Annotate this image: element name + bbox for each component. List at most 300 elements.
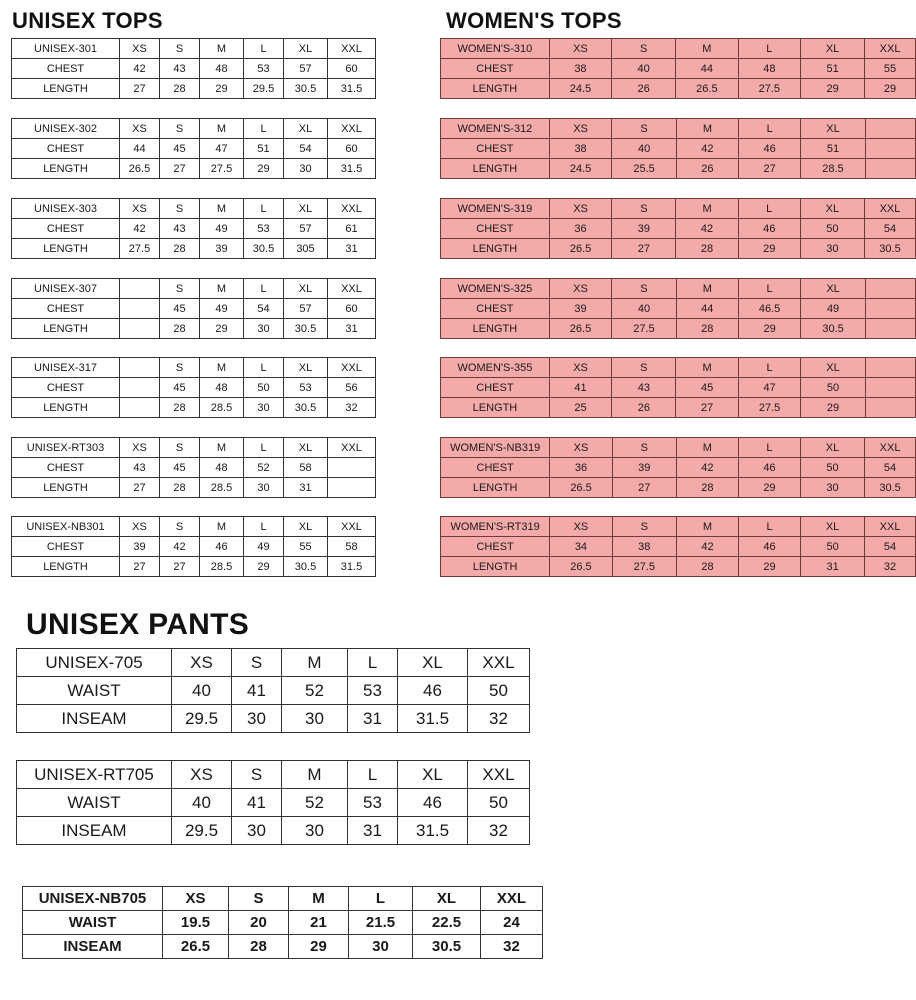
measurement-value-cell: 26.5 (550, 557, 612, 577)
measurement-value-cell: 42 (676, 537, 738, 557)
measurement-label-cell: WAIST (23, 911, 163, 935)
size-label-cell: M (289, 887, 349, 911)
style-code-cell: WOMEN'S-310 (441, 39, 550, 59)
size-label-cell: M (200, 199, 244, 219)
measurement-value-cell: 26 (612, 398, 676, 418)
measurement-value-cell: 29 (865, 79, 916, 99)
measurement-value-cell: 40 (172, 677, 232, 705)
measurement-value-cell: 27.5 (200, 159, 244, 179)
unisex-top-table (11, 38, 376, 99)
size-label-cell: XS (120, 199, 160, 219)
measurement-value-cell: 60 (328, 59, 376, 79)
style-code-cell: UNISEX-307 (12, 279, 120, 299)
measurement-value-cell: 27 (160, 159, 200, 179)
measurement-value-cell: 28 (160, 398, 200, 418)
measurement-value-cell (865, 159, 915, 179)
size-label-cell: S (160, 279, 200, 299)
measurement-row (17, 705, 530, 733)
measurement-value-cell: 47 (738, 378, 801, 398)
size-label-cell: S (160, 119, 200, 139)
measurement-row (12, 139, 376, 159)
measurement-value-cell: 43 (612, 378, 676, 398)
size-label-cell: XXL (468, 649, 530, 677)
measurement-row (12, 319, 376, 339)
size-label-cell: L (244, 279, 284, 299)
measurement-label-cell: CHEST (441, 59, 550, 79)
measurement-value-cell: 19.5 (163, 911, 229, 935)
size-header-row (12, 199, 376, 219)
size-label-cell: XL (284, 39, 328, 59)
measurement-label-cell: LENGTH (441, 319, 550, 339)
measurement-row (441, 159, 916, 179)
measurement-value-cell: 50 (801, 378, 865, 398)
measurement-value-cell: 41 (232, 789, 282, 817)
size-label-cell: XL (284, 119, 328, 139)
size-label-cell: M (200, 279, 244, 299)
size-label-cell: S (612, 199, 676, 219)
measurement-value-cell: 22.5 (413, 911, 481, 935)
size-header-row (12, 438, 376, 458)
measurement-value-cell: 30.5 (244, 239, 284, 259)
measurement-label-cell: CHEST (12, 139, 120, 159)
measurement-row (12, 59, 376, 79)
measurement-value-cell: 29 (289, 935, 349, 959)
measurement-value-cell: 27.5 (120, 239, 160, 259)
measurement-value-cell: 49 (200, 219, 244, 239)
measurement-value-cell: 30.5 (801, 319, 865, 339)
measurement-value-cell: 27 (612, 239, 676, 259)
size-label-cell: M (282, 761, 348, 789)
measurement-row (441, 378, 916, 398)
measurement-value-cell: 30 (282, 817, 348, 845)
size-label-cell: L (348, 649, 398, 677)
size-label-cell: M (676, 517, 738, 537)
measurement-row (12, 159, 376, 179)
measurement-row (23, 911, 543, 935)
measurement-label-cell: WAIST (17, 677, 172, 705)
measurement-value-cell: 56 (328, 378, 376, 398)
measurement-value-cell: 57 (284, 219, 328, 239)
size-label-cell: M (200, 39, 244, 59)
measurement-value-cell: 24.5 (549, 159, 612, 179)
size-label-cell: XXL (865, 517, 916, 537)
measurement-value-cell: 25 (549, 398, 611, 418)
size-label-cell: XS (172, 649, 232, 677)
measurement-label-cell: LENGTH (441, 398, 550, 418)
measurement-label-cell: LENGTH (441, 239, 550, 259)
measurement-label-cell: LENGTH (441, 159, 550, 179)
measurement-label-cell: LENGTH (12, 159, 120, 179)
size-label-cell: L (738, 39, 800, 59)
size-label-cell: XL (284, 517, 328, 537)
measurement-value-cell: 26.5 (676, 79, 738, 99)
measurement-value-cell (120, 398, 160, 418)
measurement-row (441, 319, 916, 339)
unisex-tops-heading: UNISEX TOPS (12, 8, 163, 33)
size-label-cell: XXL (328, 119, 376, 139)
measurement-value-cell: 52 (282, 789, 348, 817)
size-label-cell: L (738, 358, 801, 378)
measurement-value-cell: 30.5 (865, 239, 916, 259)
womens-top-table (440, 278, 916, 339)
size-label-cell: XS (120, 438, 160, 458)
measurement-value-cell: 41 (232, 677, 282, 705)
size-label-cell: M (676, 199, 738, 219)
measurement-row (441, 139, 916, 159)
measurement-value-cell: 28 (229, 935, 289, 959)
size-label-cell: XL (800, 199, 864, 219)
measurement-value-cell: 39 (120, 537, 160, 557)
size-label-cell: XXL (328, 517, 376, 537)
size-label-cell: XL (284, 199, 328, 219)
size-label-cell: XS (549, 39, 611, 59)
womens-tops-heading: WOMEN'S TOPS (446, 8, 622, 33)
measurement-value-cell: 54 (284, 139, 328, 159)
measurement-row (441, 59, 916, 79)
size-label-cell: S (612, 279, 676, 299)
measurement-label-cell: CHEST (12, 378, 120, 398)
style-code-cell: UNISEX-301 (12, 39, 120, 59)
size-label-cell: XL (801, 279, 865, 299)
measurement-value-cell: 40 (612, 59, 676, 79)
measurement-value-cell: 31.5 (398, 817, 468, 845)
size-label-cell: L (349, 887, 413, 911)
measurement-value-cell: 28 (676, 319, 738, 339)
size-header-row (17, 761, 530, 789)
measurement-value-cell (865, 378, 915, 398)
measurement-value-cell: 29 (738, 478, 800, 498)
size-label-cell: L (244, 199, 284, 219)
size-label-cell: L (244, 119, 284, 139)
measurement-value-cell: 28 (160, 79, 200, 99)
size-label-cell: M (200, 517, 244, 537)
measurement-value-cell: 29.5 (244, 79, 284, 99)
womens-top-table (440, 118, 916, 179)
measurement-value-cell: 53 (348, 789, 398, 817)
measurement-value-cell: 54 (865, 537, 916, 557)
measurement-value-cell: 30 (284, 159, 328, 179)
unisex-top-table (11, 278, 376, 339)
measurement-value-cell: 31 (801, 557, 865, 577)
measurement-value-cell: 57 (284, 59, 328, 79)
measurement-row (441, 219, 916, 239)
size-label-cell: S (612, 517, 676, 537)
measurement-value-cell: 27 (739, 159, 801, 179)
measurement-value-cell: 41 (549, 378, 611, 398)
measurement-label-cell: CHEST (12, 537, 120, 557)
measurement-value-cell: 32 (328, 398, 376, 418)
measurement-value-cell: 27 (676, 398, 738, 418)
measurement-value-cell: 45 (160, 458, 200, 478)
measurement-value-cell: 57 (284, 299, 328, 319)
measurement-value-cell: 24.5 (549, 79, 611, 99)
measurement-value-cell: 20 (229, 911, 289, 935)
measurement-value-cell: 45 (160, 139, 200, 159)
size-label-cell: M (676, 438, 738, 458)
measurement-value-cell: 50 (800, 219, 864, 239)
measurement-label-cell: LENGTH (12, 557, 120, 577)
measurement-value-cell: 26.5 (550, 478, 612, 498)
measurement-value-cell: 27 (120, 557, 160, 577)
measurement-value-cell: 40 (172, 789, 232, 817)
measurement-value-cell: 42 (120, 219, 160, 239)
measurement-value-cell: 31 (284, 478, 328, 498)
size-label-cell: S (612, 39, 676, 59)
size-label-cell: XXL (328, 39, 376, 59)
measurement-label-cell: CHEST (12, 219, 120, 239)
size-label-cell: XXL (328, 199, 376, 219)
measurement-value-cell: 29.5 (172, 705, 232, 733)
measurement-value-cell (120, 319, 160, 339)
measurement-value-cell: 31 (328, 319, 376, 339)
size-label-cell: XL (801, 438, 865, 458)
measurement-value-cell: 46.5 (738, 299, 801, 319)
measurement-value-cell: 39 (612, 219, 676, 239)
womens-top-table (440, 357, 916, 418)
measurement-value-cell: 31.5 (328, 159, 376, 179)
measurement-value-cell: 55 (284, 537, 328, 557)
size-label-cell: XL (284, 438, 328, 458)
size-label-cell: S (229, 887, 289, 911)
womens-top-table (440, 516, 916, 577)
measurement-label-cell: LENGTH (12, 239, 120, 259)
measurement-value-cell: 60 (328, 139, 376, 159)
size-label-cell: XXL (481, 887, 543, 911)
measurement-value-cell: 30 (282, 705, 348, 733)
measurement-value-cell: 53 (348, 677, 398, 705)
measurement-value-cell: 30 (800, 239, 864, 259)
unisex-top-table (11, 437, 376, 498)
size-label-cell: XS (549, 199, 612, 219)
measurement-value-cell: 53 (284, 378, 328, 398)
size-label-cell (865, 119, 915, 139)
measurement-label-cell: WAIST (17, 789, 172, 817)
size-label-cell: XS (163, 887, 229, 911)
measurement-value-cell: 26.5 (163, 935, 229, 959)
measurement-row (17, 817, 530, 845)
size-label-cell (120, 279, 160, 299)
measurement-value-cell: 30 (244, 319, 284, 339)
measurement-value-cell: 28 (160, 239, 200, 259)
measurement-value-cell: 27 (612, 478, 676, 498)
measurement-value-cell: 44 (676, 299, 738, 319)
size-label-cell: XL (413, 887, 481, 911)
measurement-row (441, 478, 916, 498)
size-header-row (441, 358, 916, 378)
size-header-row (12, 39, 376, 59)
unisex-top-table (11, 198, 376, 259)
measurement-value-cell: 48 (738, 59, 800, 79)
size-label-cell: L (739, 517, 801, 537)
measurement-value-cell: 28 (676, 478, 738, 498)
style-code-cell: WOMEN'S-355 (441, 358, 550, 378)
size-label-cell: XS (549, 279, 612, 299)
measurement-value-cell: 29 (200, 79, 244, 99)
measurement-value-cell: 48 (200, 378, 244, 398)
measurement-value-cell: 38 (549, 59, 611, 79)
measurement-label-cell: CHEST (441, 537, 550, 557)
size-label-cell: XXL (328, 279, 376, 299)
measurement-label-cell: CHEST (441, 458, 550, 478)
measurement-value-cell: 45 (160, 299, 200, 319)
measurement-row (12, 458, 376, 478)
measurement-value-cell: 21 (289, 911, 349, 935)
measurement-value-cell: 38 (612, 537, 676, 557)
measurement-value-cell: 42 (120, 59, 160, 79)
womens-top-table (440, 38, 916, 99)
measurement-value-cell: 32 (481, 935, 543, 959)
measurement-value-cell: 28.5 (200, 557, 244, 577)
measurement-value-cell: 46 (739, 537, 801, 557)
measurement-label-cell: LENGTH (441, 79, 550, 99)
measurement-value-cell: 30 (244, 478, 284, 498)
size-label-cell: XXL (865, 39, 916, 59)
measurement-label-cell: CHEST (441, 378, 550, 398)
measurement-value-cell: 25.5 (612, 159, 676, 179)
measurement-label-cell: LENGTH (441, 557, 550, 577)
measurement-label-cell: CHEST (441, 139, 550, 159)
measurement-value-cell: 42 (160, 537, 200, 557)
size-label-cell: S (612, 438, 676, 458)
measurement-value-cell: 50 (468, 677, 530, 705)
size-label-cell: M (676, 279, 738, 299)
size-label-cell: L (738, 279, 801, 299)
measurement-value-cell (865, 299, 915, 319)
measurement-row (12, 239, 376, 259)
measurement-value-cell: 31 (328, 239, 376, 259)
measurement-value-cell: 53 (244, 219, 284, 239)
measurement-value-cell: 45 (160, 378, 200, 398)
measurement-value-cell: 40 (612, 139, 676, 159)
size-header-row (12, 517, 376, 537)
size-label-cell: XL (801, 517, 865, 537)
measurement-value-cell: 43 (120, 458, 160, 478)
unisex-top-table (11, 118, 376, 179)
size-label-cell: S (612, 358, 676, 378)
size-label-cell: XL (801, 39, 865, 59)
size-label-cell: XL (284, 358, 328, 378)
measurement-value-cell: 48 (200, 59, 244, 79)
measurement-value-cell (865, 398, 915, 418)
size-label-cell: XL (398, 761, 468, 789)
measurement-label-cell: INSEAM (17, 705, 172, 733)
measurement-row (441, 537, 916, 557)
style-code-cell: WOMEN'S-319 (441, 199, 550, 219)
measurement-value-cell: 26 (676, 159, 738, 179)
size-label-cell: S (160, 438, 200, 458)
measurement-value-cell: 58 (328, 537, 376, 557)
measurement-value-cell: 51 (244, 139, 284, 159)
measurement-row (23, 935, 543, 959)
measurement-value-cell: 30 (232, 817, 282, 845)
size-label-cell: L (244, 358, 284, 378)
size-label-cell: S (232, 649, 282, 677)
measurement-value-cell: 43 (160, 219, 200, 239)
style-code-cell: UNISEX-RT303 (12, 438, 120, 458)
measurement-value-cell: 28.5 (200, 478, 244, 498)
measurement-value-cell: 29 (738, 239, 800, 259)
size-label-cell: M (200, 119, 244, 139)
style-code-cell: WOMEN'S-312 (441, 119, 550, 139)
size-label-cell: XL (284, 279, 328, 299)
style-code-cell: WOMEN'S-325 (441, 279, 550, 299)
measurement-row (441, 239, 916, 259)
size-label-cell: XS (550, 517, 612, 537)
size-label-cell: M (282, 649, 348, 677)
measurement-value-cell: 54 (244, 299, 284, 319)
womens-top-table (440, 437, 916, 498)
size-header-row (23, 887, 543, 911)
size-label-cell: S (160, 39, 200, 59)
measurement-label-cell: LENGTH (12, 319, 120, 339)
measurement-label-cell: CHEST (12, 299, 120, 319)
measurement-value-cell: 30 (349, 935, 413, 959)
measurement-row (441, 557, 916, 577)
measurement-value-cell: 49 (801, 299, 865, 319)
measurement-value-cell: 46 (200, 537, 244, 557)
measurement-value-cell (328, 478, 376, 498)
style-code-cell: UNISEX-RT705 (17, 761, 172, 789)
measurement-value-cell: 58 (284, 458, 328, 478)
measurement-value-cell: 26.5 (549, 239, 612, 259)
measurement-value-cell: 24 (481, 911, 543, 935)
size-label-cell: M (676, 39, 738, 59)
measurement-value-cell: 30.5 (284, 319, 328, 339)
measurement-value-cell: 53 (244, 59, 284, 79)
measurement-value-cell: 26.5 (549, 319, 612, 339)
measurement-row (441, 299, 916, 319)
measurement-row (12, 299, 376, 319)
measurement-value-cell: 42 (676, 219, 738, 239)
measurement-value-cell: 48 (200, 458, 244, 478)
measurement-row (441, 398, 916, 418)
measurement-value-cell: 46 (738, 458, 800, 478)
size-label-cell: M (676, 358, 738, 378)
measurement-value-cell: 21.5 (349, 911, 413, 935)
size-label-cell: M (200, 438, 244, 458)
style-code-cell: UNISEX-317 (12, 358, 120, 378)
style-code-cell: UNISEX-303 (12, 199, 120, 219)
measurement-value-cell: 26 (612, 79, 676, 99)
size-label-cell: XS (172, 761, 232, 789)
measurement-value-cell: 55 (865, 59, 916, 79)
measurement-value-cell: 29 (244, 159, 284, 179)
size-header-row (441, 279, 916, 299)
measurement-value-cell: 27.5 (612, 319, 676, 339)
measurement-value-cell: 50 (468, 789, 530, 817)
measurement-row (12, 378, 376, 398)
measurement-value-cell: 27 (120, 478, 160, 498)
size-label-cell: XXL (328, 438, 376, 458)
measurement-value-cell: 54 (865, 458, 916, 478)
measurement-label-cell: LENGTH (12, 79, 120, 99)
size-label-cell: S (160, 517, 200, 537)
measurement-value-cell: 45 (676, 378, 738, 398)
measurement-value-cell: 51 (801, 139, 865, 159)
measurement-value-cell: 27.5 (738, 79, 800, 99)
measurement-label-cell: CHEST (12, 458, 120, 478)
measurement-value-cell: 30.5 (413, 935, 481, 959)
size-header-row (441, 517, 916, 537)
measurement-value-cell: 28 (160, 319, 200, 339)
style-code-cell: WOMEN'S-RT319 (441, 517, 550, 537)
size-label-cell: S (612, 119, 676, 139)
unisex-top-table (11, 357, 376, 418)
measurement-value-cell: 27.5 (612, 557, 676, 577)
size-label-cell: L (244, 438, 284, 458)
size-label-cell: S (160, 199, 200, 219)
measurement-value-cell: 32 (865, 557, 916, 577)
